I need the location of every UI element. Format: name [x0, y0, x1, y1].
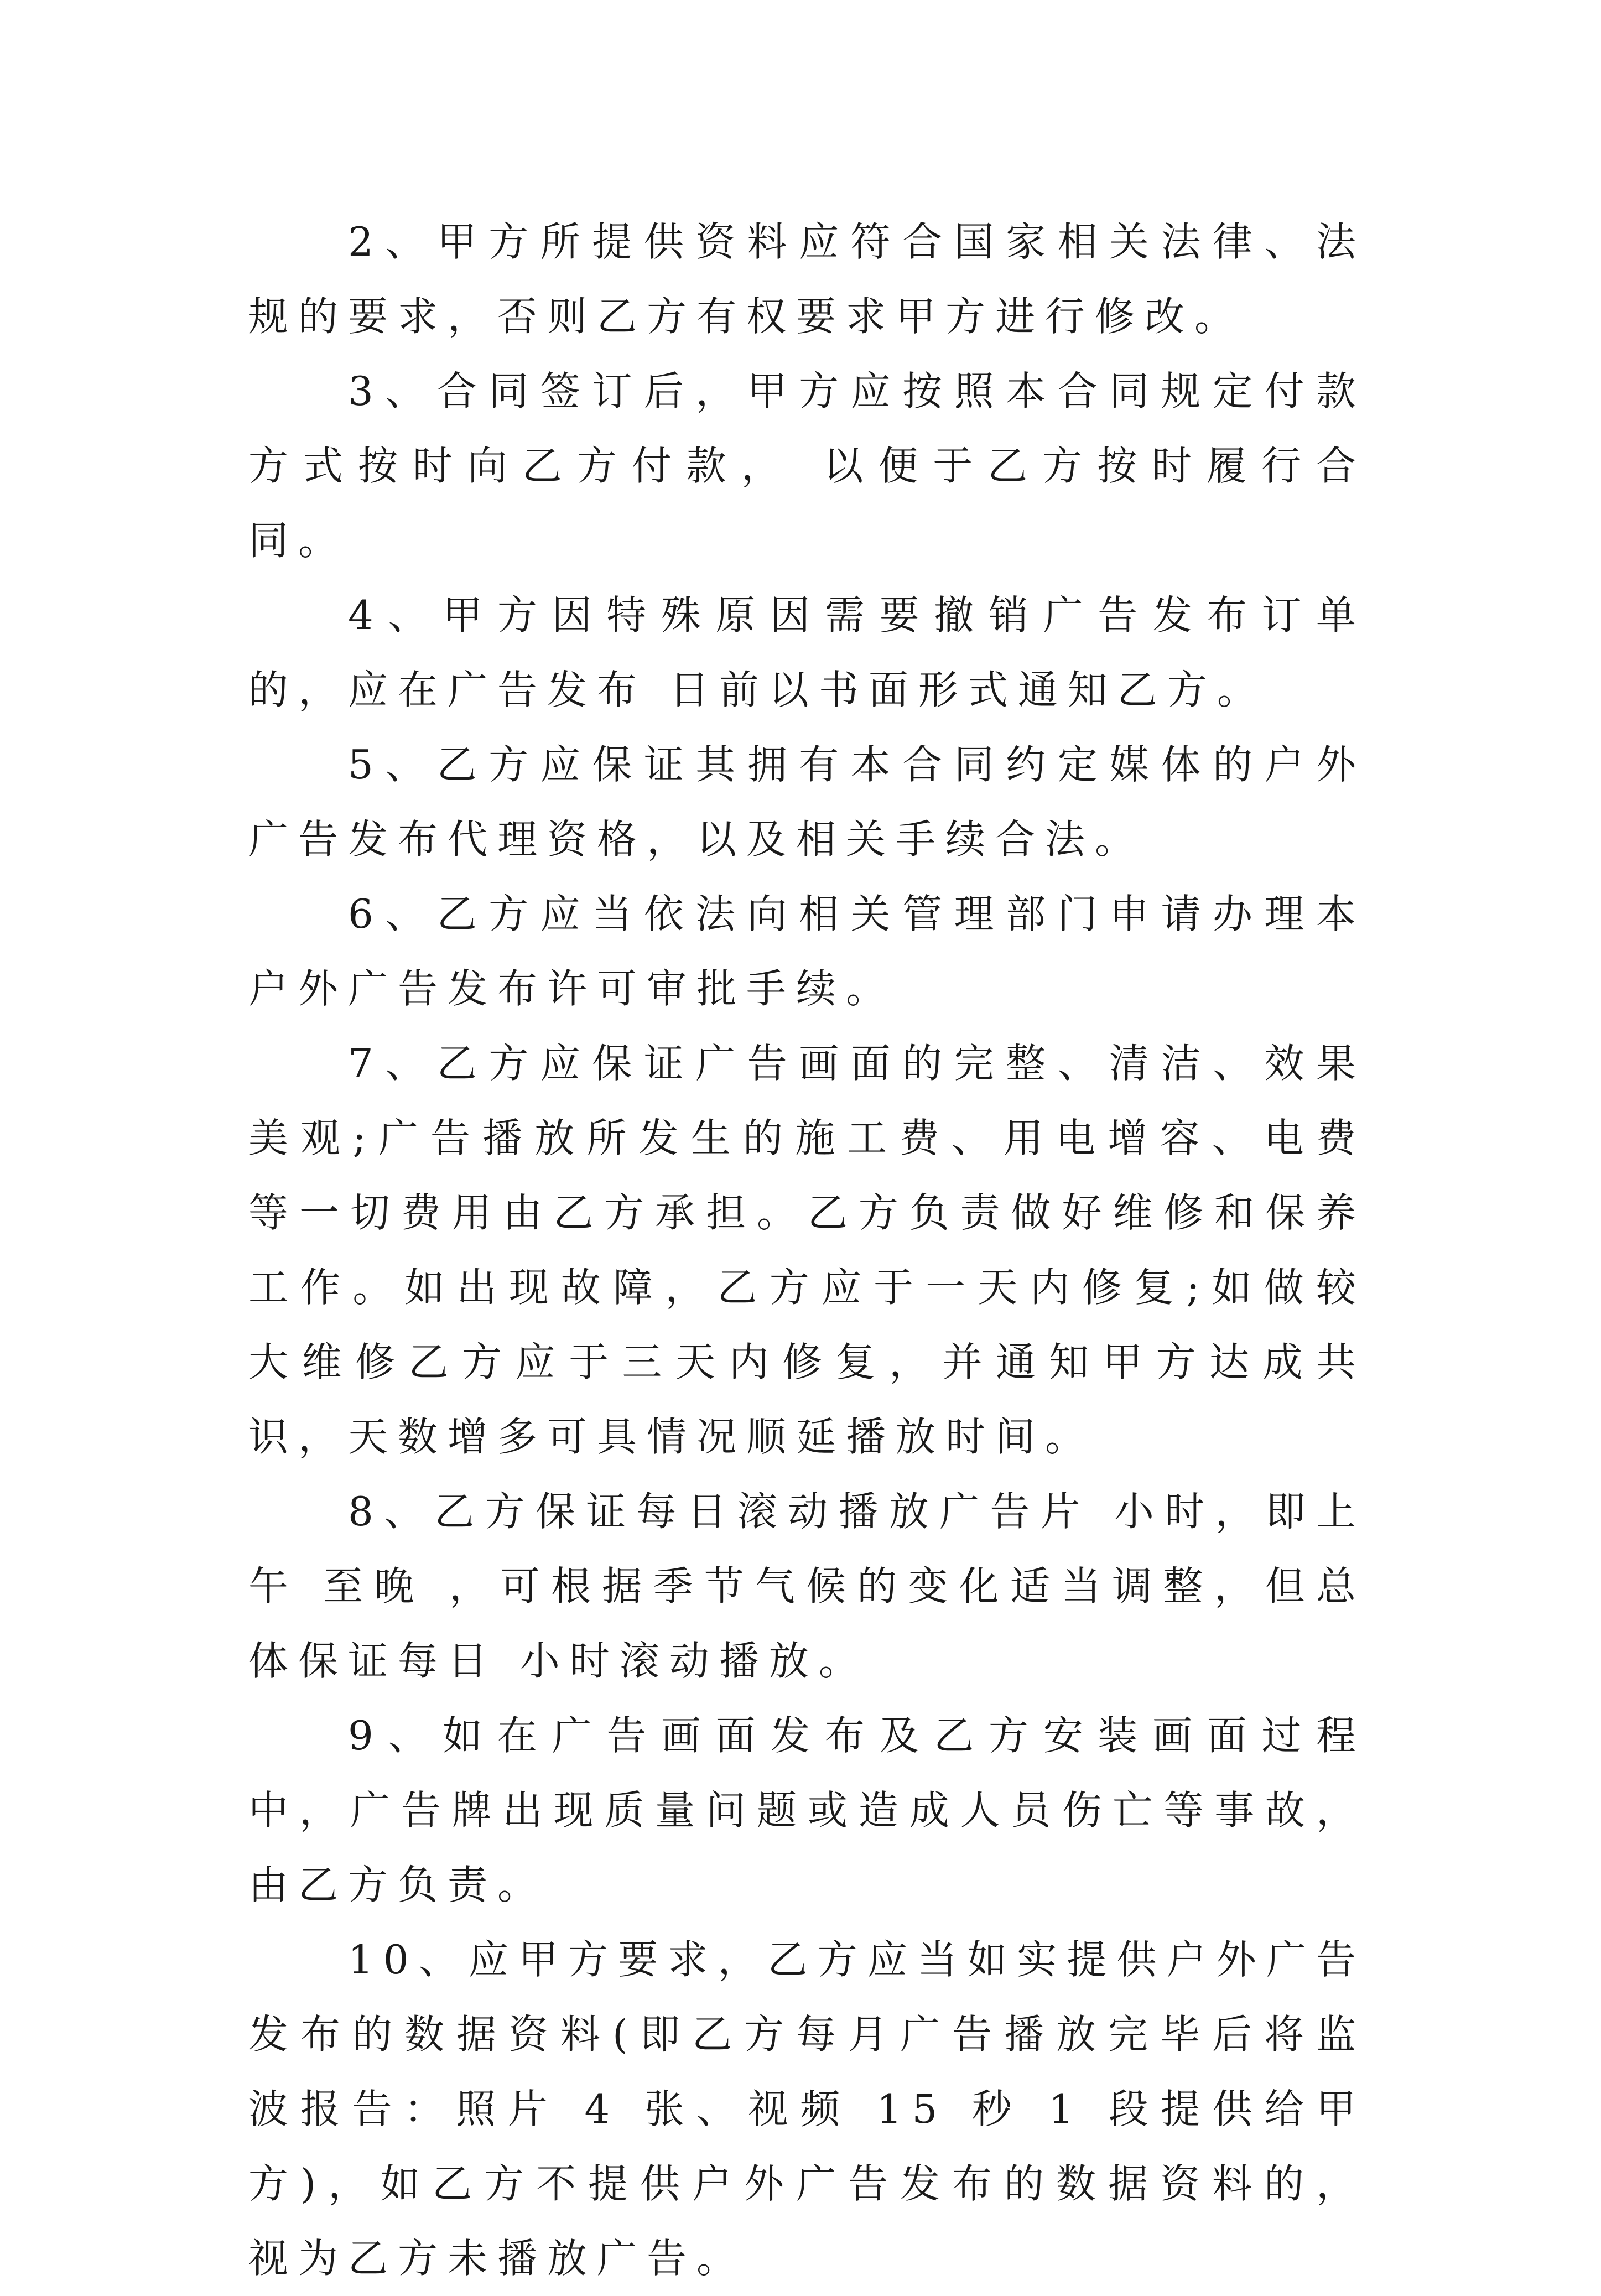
contract-body	[248, 205, 1366, 2296]
clause-7: 7、乙方应保证广告画面的完整、清洁、效果美观;广告播放所发生的施工费、用电增容、电费等一切费用由乙方承担。乙方负责做好维修和保养工作。如出现故障，乙方应于一天内修复;如做较大维修乙方应于三天内修复，并通知甲方达成共识，天数增多可具情况顺延播放时间。	[248, 1040, 1366, 1460]
clause-4: 4、甲方因特殊原因需要撤销广告发布订单的，应在广告发布 日前以书面形式通知乙方。	[248, 592, 1366, 713]
clause-8: 8、乙方保证每日滚动播放广告片 小时，即上午 至晚 ，可根据季节气候的变化适当调整，但总体保证每日 小时滚动播放。	[248, 1488, 1366, 1684]
clause-10: 10、应甲方要求，乙方应当如实提供户外广告发布的数据资料(即乙方每月广告播放完毕后将监波报告：照片 4 张、视频 15 秒 1 段提供给甲方)，如乙方不提供户外广告发布的数据资料的，视为乙方未播放广告。	[248, 1936, 1366, 2282]
clause-9: 9、如在广告画面发布及乙方安装画面过程中，广告牌出现质量问题或造成人员伤亡等事故，由乙方负责。	[248, 1712, 1366, 1908]
clause-6: 6、乙方应当依法向相关管理部门申请办理本户外广告发布许可审批手续。	[248, 891, 1366, 1012]
clause-3: 3、合同签订后，甲方应按照本合同规定付款方式按时向乙方付款， 以便于乙方按时履行合同。	[248, 368, 1366, 564]
clause-2: 2、甲方所提供资料应符合国家相关法律、法规的要求，否则乙方有权要求甲方进行修改。	[248, 219, 1366, 340]
clause-5: 5、乙方应保证其拥有本合同约定媒体的户外广告发布代理资格，以及相关手续合法。	[248, 741, 1366, 863]
